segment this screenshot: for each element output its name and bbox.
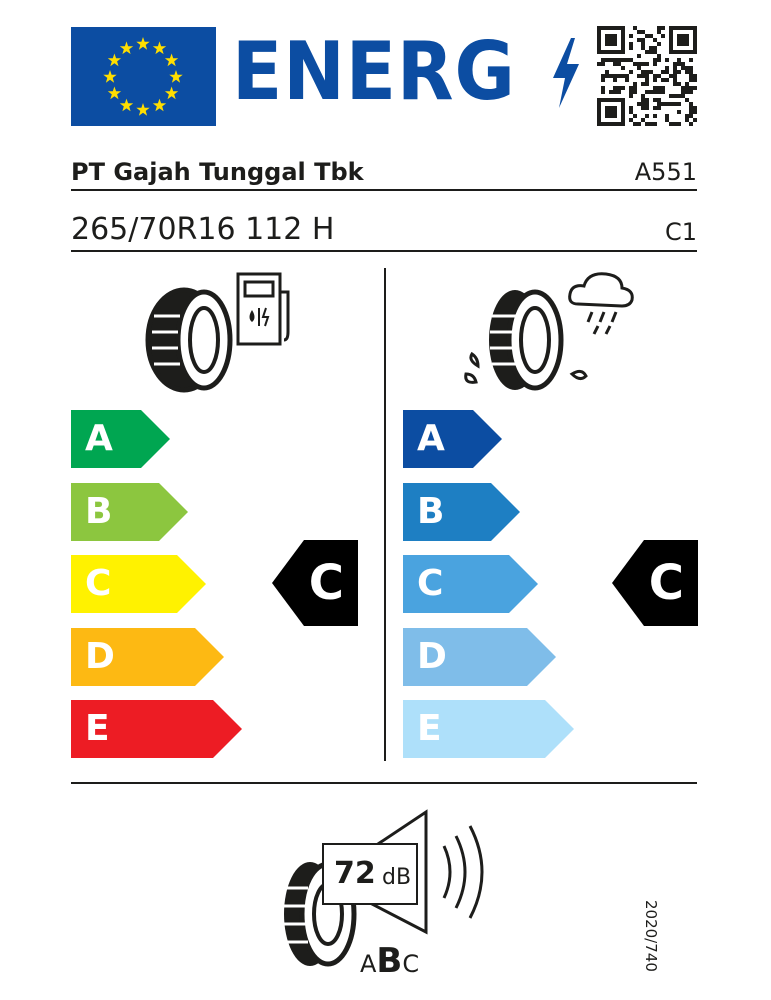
wet-grip-class-label: B (417, 490, 445, 532)
eu-star (108, 87, 121, 100)
regulation-number: 2020/740 (642, 900, 660, 972)
wet-grip-class-label: D (417, 635, 447, 677)
wet-grip-class-b (403, 483, 520, 541)
wet-grip-class-label: C (417, 563, 444, 604)
eu-star (136, 103, 149, 116)
eu-flag-icon (71, 27, 216, 126)
fuel-efficiency-class-d (71, 628, 224, 686)
fuel-efficiency-class-label: B (85, 490, 113, 532)
lightning-bolt-icon (551, 38, 581, 108)
fuel-pump-tyre-icon (140, 272, 300, 394)
fuel-efficiency-class-c (71, 555, 206, 613)
wet-grip-class-label: E (417, 708, 442, 749)
eu-star (165, 87, 178, 100)
noise-unit: dB (382, 865, 412, 890)
fuel-efficiency-rating: C (308, 555, 344, 611)
wet-grip-class-c (403, 555, 538, 613)
fuel-efficiency-class-label: A (85, 418, 113, 459)
rain-cloud-tyre-icon (460, 270, 645, 400)
noise-class-a: A (360, 950, 377, 978)
wet-grip-rating-arrow (612, 540, 698, 626)
fuel-efficiency-class-a (71, 410, 170, 468)
fuel-efficiency-class-label: D (85, 635, 115, 677)
eu-star (108, 54, 121, 67)
eu-star (136, 37, 149, 50)
qr-code-icon (597, 26, 697, 126)
eu-star (120, 41, 133, 54)
eu-star (103, 70, 116, 83)
supplier-name: PT Gajah Tunggal Tbk (71, 158, 364, 186)
noise-class-c: C (402, 950, 420, 978)
divider-vertical (384, 268, 386, 761)
eu-star (169, 70, 182, 83)
energy-logo-word: ENERG (232, 25, 516, 118)
noise-class-selected: B (376, 941, 403, 981)
noise-value: 72 (334, 856, 376, 891)
wet-grip-class-a (403, 410, 502, 468)
wet-grip-class-e (403, 700, 574, 758)
wet-grip-class-d (403, 628, 556, 686)
wet-grip-rating: C (648, 555, 684, 611)
noise-value-box (322, 843, 418, 905)
model-identifier: A551 (634, 158, 697, 186)
tyre-class: C1 (664, 218, 697, 246)
divider-noise (71, 782, 697, 784)
eu-star (120, 99, 133, 112)
fuel-efficiency-class-label: E (85, 708, 110, 749)
eu-star (165, 54, 178, 67)
fuel-efficiency-class-e (71, 700, 242, 758)
noise-class-letters (360, 941, 419, 984)
fuel-efficiency-rating-arrow (272, 540, 358, 626)
eu-star (153, 41, 166, 54)
tyre-size: 265/70R16 112 H (71, 212, 335, 247)
wet-grip-class-label: A (417, 418, 445, 459)
fuel-efficiency-class-b (71, 483, 188, 541)
eu-star (153, 99, 166, 112)
fuel-efficiency-class-label: C (85, 563, 112, 604)
